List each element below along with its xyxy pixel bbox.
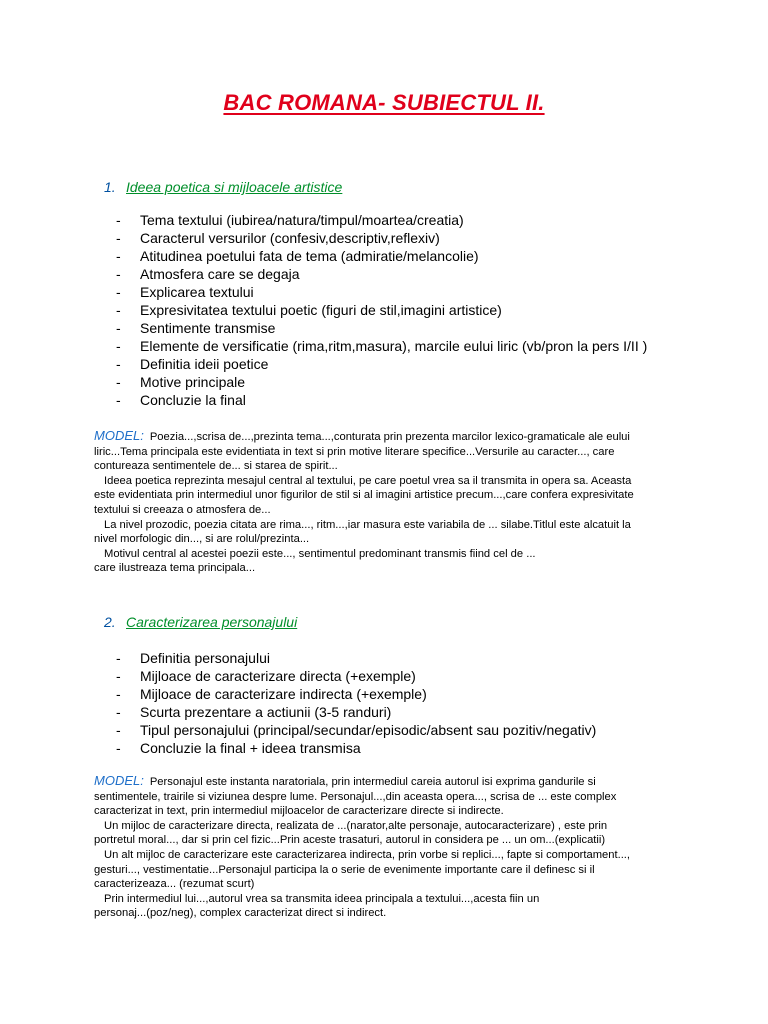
model-line: care ilustreaza tema principala... bbox=[94, 562, 256, 575]
model-label: MODEL: bbox=[94, 773, 144, 788]
list-item: - Tipul personajului (principal/secundar/episodic/absent sau pozitiv/negativ) bbox=[116, 722, 597, 738]
list-item: - Tema textului (iubirea/natura/timpul/moartea/creatia) bbox=[116, 212, 464, 228]
section-1-heading bbox=[104, 179, 342, 195]
list-item: - Scurta prezentare a actiunii (3-5 randuri) bbox=[116, 704, 392, 720]
list-item: - Motive principale bbox=[116, 374, 246, 390]
list-item: - Mijloace de caracterizare directa (+exemple) bbox=[116, 668, 416, 684]
list-item: - Concluzie la final bbox=[116, 392, 246, 408]
model-label: MODEL: bbox=[94, 428, 144, 443]
model-line: caracterizat in text, prin intermediul mijloacelor de caracterizare directe si indirecte. bbox=[94, 805, 504, 818]
list-item: - Caracterul versurilor (confesiv,descriptiv,reflexiv) bbox=[116, 230, 440, 246]
list-item: - Atmosfera care se degaja bbox=[116, 266, 300, 282]
model-line: Ideea poetica reprezinta mesajul central al textului, pe care poetul vrea sa il transmita in opera sa. Aceasta bbox=[104, 474, 632, 487]
model-line: gesturi..., vestimentatie...Personajul participa la o serie de evenimente importante care il definesc si il bbox=[94, 863, 595, 876]
list-item: - Definitia personajului bbox=[116, 650, 270, 666]
model-line: textului si creeaza o atmosfera de... bbox=[94, 503, 271, 516]
model-line: Prin intermediul lui...,autorul vrea sa transmita ideea principala a textului...,acesta fiin un bbox=[104, 892, 540, 905]
model-line: La nivel prozodic, poezia citata are rima..., ritm...,iar masura este variabila de ... silabe.Titlul este alcatuit la bbox=[104, 518, 631, 531]
section-2-title: Caracterizarea personajului bbox=[126, 614, 298, 630]
section-1-list bbox=[116, 211, 647, 409]
section-2-list bbox=[116, 649, 596, 757]
model-line: Poezia...,scrisa de...,prezinta tema...,conturata prin prezenta marcilor lexico-gramaticale ale eului bbox=[149, 431, 630, 443]
model-line: sentimentele, trairile si viziunea despre lume. Personajul...,din aceasta opera..., scrisa de ... este complex bbox=[94, 790, 617, 803]
list-item: - Explicarea textului bbox=[116, 284, 254, 300]
list-item: - Concluzie la final + ideea transmisa bbox=[116, 740, 361, 756]
list-item: - Expresivitatea textului poetic (figuri de stil,imagini artistice) bbox=[116, 302, 502, 318]
section-2-heading bbox=[104, 614, 297, 630]
model-line: nivel morfologic din..., si are rolul/prezinta... bbox=[94, 533, 310, 546]
section-1-number: 1. bbox=[104, 179, 116, 195]
list-item: - Atitudinea poetului fata de tema (admiratie/melancolie) bbox=[116, 248, 479, 264]
section-2-model bbox=[94, 774, 678, 921]
list-item: - Sentimente transmise bbox=[116, 320, 276, 336]
model-line: caracterizeaza... (rezumat scurt) bbox=[94, 878, 255, 891]
model-line: portretul moral..., dar si prin cel fizic...Prin aceste trasaturi, autorul in considera pe ... un om...(explicatii) bbox=[94, 834, 606, 847]
document-title: BAC ROMANA- SUBIECTUL II. bbox=[223, 90, 545, 115]
list-item: - Mijloace de caracterizare indirecta (+exemple) bbox=[116, 686, 427, 702]
model-line: contureaza sentimentele de... si starea de spirit... bbox=[94, 460, 338, 473]
list-item: - Definitia ideii poetice bbox=[116, 356, 269, 372]
model-line: este evidentiata prin intermediul unor figurilor de stil si al imagini artistice precum...,care confera expresivitate bbox=[94, 489, 634, 502]
model-line: personaj...(poz/neg), complex caracterizat direct si indirect. bbox=[94, 907, 387, 920]
section-2-number: 2. bbox=[104, 614, 116, 630]
section-1-title: Ideea poetica si mijloacele artistice bbox=[126, 179, 343, 195]
model-line: Motivul central al acestei poezii este..., sentimentul predominant transmis fiind cel de ... bbox=[104, 547, 536, 560]
model-line: Un alt mijloc de caracterizare este caracterizarea indirecta, prin vorbe si replici..., fapte si comportament..., bbox=[104, 848, 631, 861]
model-line: liric...Tema principala este evidentiata in text si prin motive literare specifice...Versurile au caracter..., care bbox=[94, 445, 615, 458]
model-line: Personajul este instanta naratoriala, prin intermediul careia autorul isi exprima gandurile si bbox=[149, 776, 596, 788]
list-item: - Elemente de versificatie (rima,ritm,masura), marcile eului liric (vb/pron la pers I/II ) bbox=[116, 338, 648, 354]
model-line: Un mijloc de caracterizare directa, realizata de ...(narator,alte personaje, autocaracterizare) , este prin bbox=[104, 819, 608, 832]
section-1-model bbox=[94, 429, 678, 576]
